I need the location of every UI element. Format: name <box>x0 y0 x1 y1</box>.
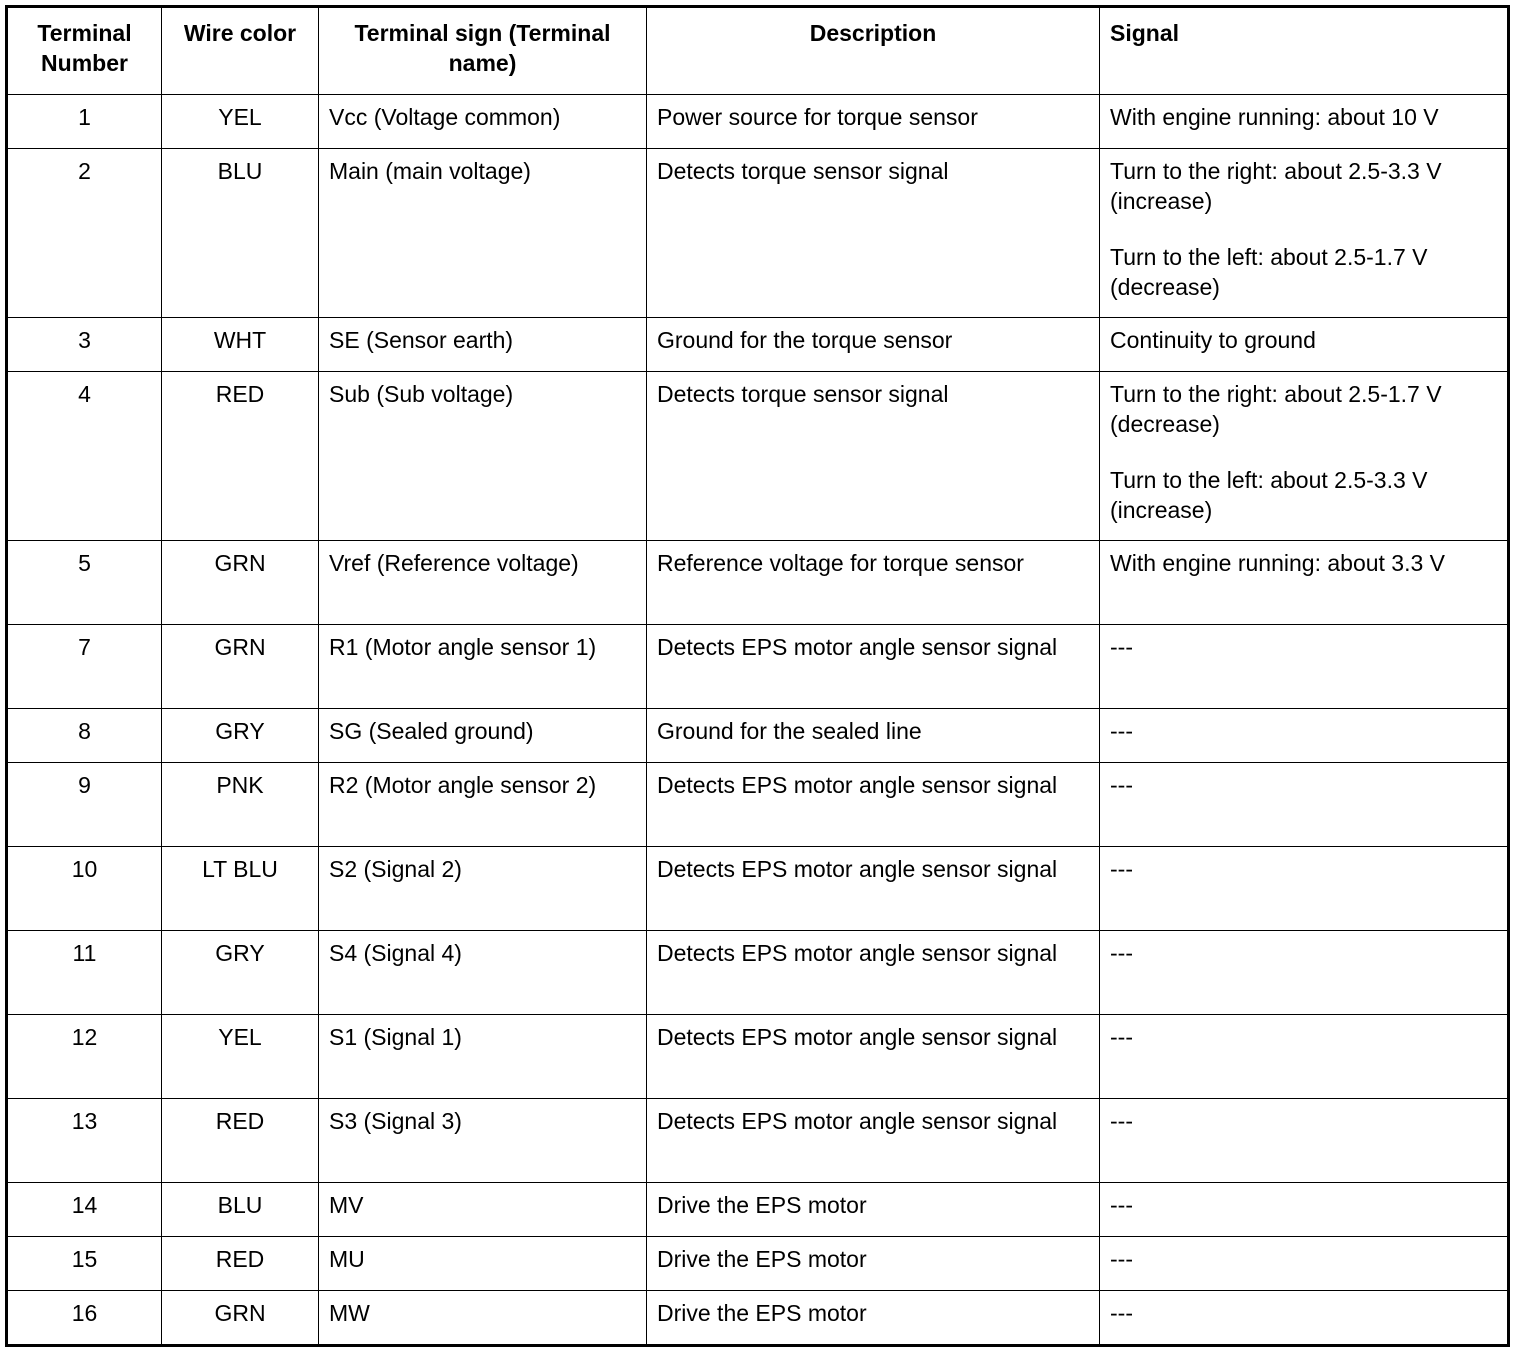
cell-signal <box>1100 709 1509 763</box>
signal-text: --- <box>1110 1024 1133 1050</box>
table-row <box>7 847 1509 931</box>
table-row <box>7 95 1509 149</box>
cell-wire-color: LT BLU <box>162 847 319 931</box>
cell-signal <box>1100 1237 1509 1291</box>
table-row <box>7 318 1509 372</box>
cell-terminal-sign: S3 (Signal 3) <box>319 1099 647 1183</box>
signal-text: --- <box>1110 634 1133 660</box>
cell-terminal-number: 16 <box>7 1291 162 1346</box>
cell-description: Detects torque sensor signal <box>647 372 1100 541</box>
cell-description: Detects EPS motor angle sensor signal <box>647 1015 1100 1099</box>
cell-terminal-number: 4 <box>7 372 162 541</box>
cell-wire-color: WHT <box>162 318 319 372</box>
cell-wire-color: YEL <box>162 1015 319 1099</box>
cell-signal <box>1100 1291 1509 1346</box>
header-terminal-sign: Terminal sign (Terminal name) <box>319 7 647 95</box>
signal-text: Turn to the right: about 2.5-3.3 V (increase) <box>1110 158 1442 214</box>
table-row <box>7 1291 1509 1346</box>
terminal-table-document <box>5 5 1510 1347</box>
table-row <box>7 931 1509 1015</box>
cell-terminal-sign: R2 (Motor angle sensor 2) <box>319 763 647 847</box>
cell-terminal-sign: Vref (Reference voltage) <box>319 541 647 625</box>
cell-terminal-number: 8 <box>7 709 162 763</box>
table-row <box>7 625 1509 709</box>
cell-terminal-number: 14 <box>7 1183 162 1237</box>
cell-terminal-sign: MU <box>319 1237 647 1291</box>
cell-wire-color: GRN <box>162 541 319 625</box>
header-wire-color: Wire color <box>162 7 319 95</box>
cell-wire-color: RED <box>162 1099 319 1183</box>
cell-description: Reference voltage for torque sensor <box>647 541 1100 625</box>
signal-text: Turn to the right: about 2.5-1.7 V (decrease) <box>1110 381 1442 437</box>
signal-text: With engine running: about 10 V <box>1110 104 1439 130</box>
cell-terminal-sign: S1 (Signal 1) <box>319 1015 647 1099</box>
cell-terminal-number: 7 <box>7 625 162 709</box>
cell-terminal-sign: R1 (Motor angle sensor 1) <box>319 625 647 709</box>
cell-wire-color: GRY <box>162 931 319 1015</box>
terminal-table <box>5 5 1510 1347</box>
cell-description: Detects EPS motor angle sensor signal <box>647 931 1100 1015</box>
signal-text: --- <box>1110 772 1133 798</box>
cell-terminal-sign: Sub (Sub voltage) <box>319 372 647 541</box>
header-terminal-number-line1: Terminal <box>37 20 132 46</box>
cell-terminal-sign: SG (Sealed ground) <box>319 709 647 763</box>
signal-text: --- <box>1110 718 1133 744</box>
cell-terminal-number: 11 <box>7 931 162 1015</box>
cell-signal <box>1100 931 1509 1015</box>
signal-text: --- <box>1110 1108 1133 1134</box>
cell-terminal-sign: Vcc (Voltage common) <box>319 95 647 149</box>
cell-signal <box>1100 1183 1509 1237</box>
cell-description: Drive the EPS motor <box>647 1183 1100 1237</box>
cell-wire-color: BLU <box>162 1183 319 1237</box>
table-row <box>7 541 1509 625</box>
signal-text: With engine running: about 3.3 V <box>1110 550 1446 576</box>
table-row <box>7 1015 1509 1099</box>
cell-terminal-number: 1 <box>7 95 162 149</box>
cell-terminal-number: 3 <box>7 318 162 372</box>
signal-text: Continuity to ground <box>1110 327 1316 353</box>
cell-wire-color: GRY <box>162 709 319 763</box>
cell-terminal-number: 10 <box>7 847 162 931</box>
header-description: Description <box>647 7 1100 95</box>
cell-description: Ground for the sealed line <box>647 709 1100 763</box>
signal-text: --- <box>1110 940 1133 966</box>
cell-wire-color: GRN <box>162 625 319 709</box>
cell-signal <box>1100 1099 1509 1183</box>
cell-signal <box>1100 847 1509 931</box>
table-row <box>7 1099 1509 1183</box>
signal-text: --- <box>1110 1300 1133 1326</box>
cell-terminal-sign: Main (main voltage) <box>319 149 647 318</box>
cell-description: Drive the EPS motor <box>647 1237 1100 1291</box>
table-row <box>7 149 1509 318</box>
cell-terminal-sign: S2 (Signal 2) <box>319 847 647 931</box>
table-header-row <box>7 7 1509 95</box>
cell-description: Detects torque sensor signal <box>647 149 1100 318</box>
cell-signal <box>1100 1015 1509 1099</box>
table-row <box>7 1183 1509 1237</box>
table-row <box>7 709 1509 763</box>
cell-description: Drive the EPS motor <box>647 1291 1100 1346</box>
cell-signal <box>1100 372 1509 541</box>
cell-terminal-number: 2 <box>7 149 162 318</box>
cell-description: Detects EPS motor angle sensor signal <box>647 1099 1100 1183</box>
cell-terminal-number: 13 <box>7 1099 162 1183</box>
table-row <box>7 1237 1509 1291</box>
cell-terminal-sign: MV <box>319 1183 647 1237</box>
cell-description: Ground for the torque sensor <box>647 318 1100 372</box>
cell-terminal-sign: MW <box>319 1291 647 1346</box>
cell-terminal-sign: S4 (Signal 4) <box>319 931 647 1015</box>
cell-wire-color: GRN <box>162 1291 319 1346</box>
cell-wire-color: RED <box>162 372 319 541</box>
header-terminal-number-line2: Number <box>41 50 128 76</box>
signal-text: Turn to the left: about 2.5-3.3 V (increase) <box>1110 467 1428 523</box>
cell-signal <box>1100 318 1509 372</box>
cell-description: Power source for torque sensor <box>647 95 1100 149</box>
cell-signal <box>1100 149 1509 318</box>
cell-signal <box>1100 763 1509 847</box>
cell-description: Detects EPS motor angle sensor signal <box>647 763 1100 847</box>
cell-terminal-number: 12 <box>7 1015 162 1099</box>
cell-terminal-number: 5 <box>7 541 162 625</box>
header-signal: Signal <box>1100 7 1509 95</box>
table-row <box>7 372 1509 541</box>
cell-signal <box>1100 625 1509 709</box>
cell-description: Detects EPS motor angle sensor signal <box>647 625 1100 709</box>
cell-terminal-number: 9 <box>7 763 162 847</box>
signal-text: Turn to the left: about 2.5-1.7 V (decrease) <box>1110 244 1428 300</box>
cell-terminal-sign: SE (Sensor earth) <box>319 318 647 372</box>
signal-text: --- <box>1110 1246 1133 1272</box>
table-row <box>7 763 1509 847</box>
cell-signal <box>1100 95 1509 149</box>
header-terminal-number <box>7 7 162 95</box>
cell-description: Detects EPS motor angle sensor signal <box>647 847 1100 931</box>
cell-signal <box>1100 541 1509 625</box>
cell-wire-color: RED <box>162 1237 319 1291</box>
cell-terminal-number: 15 <box>7 1237 162 1291</box>
cell-wire-color: YEL <box>162 95 319 149</box>
signal-text: --- <box>1110 856 1133 882</box>
signal-text: --- <box>1110 1192 1133 1218</box>
cell-wire-color: PNK <box>162 763 319 847</box>
table-body <box>7 95 1509 1346</box>
cell-wire-color: BLU <box>162 149 319 318</box>
